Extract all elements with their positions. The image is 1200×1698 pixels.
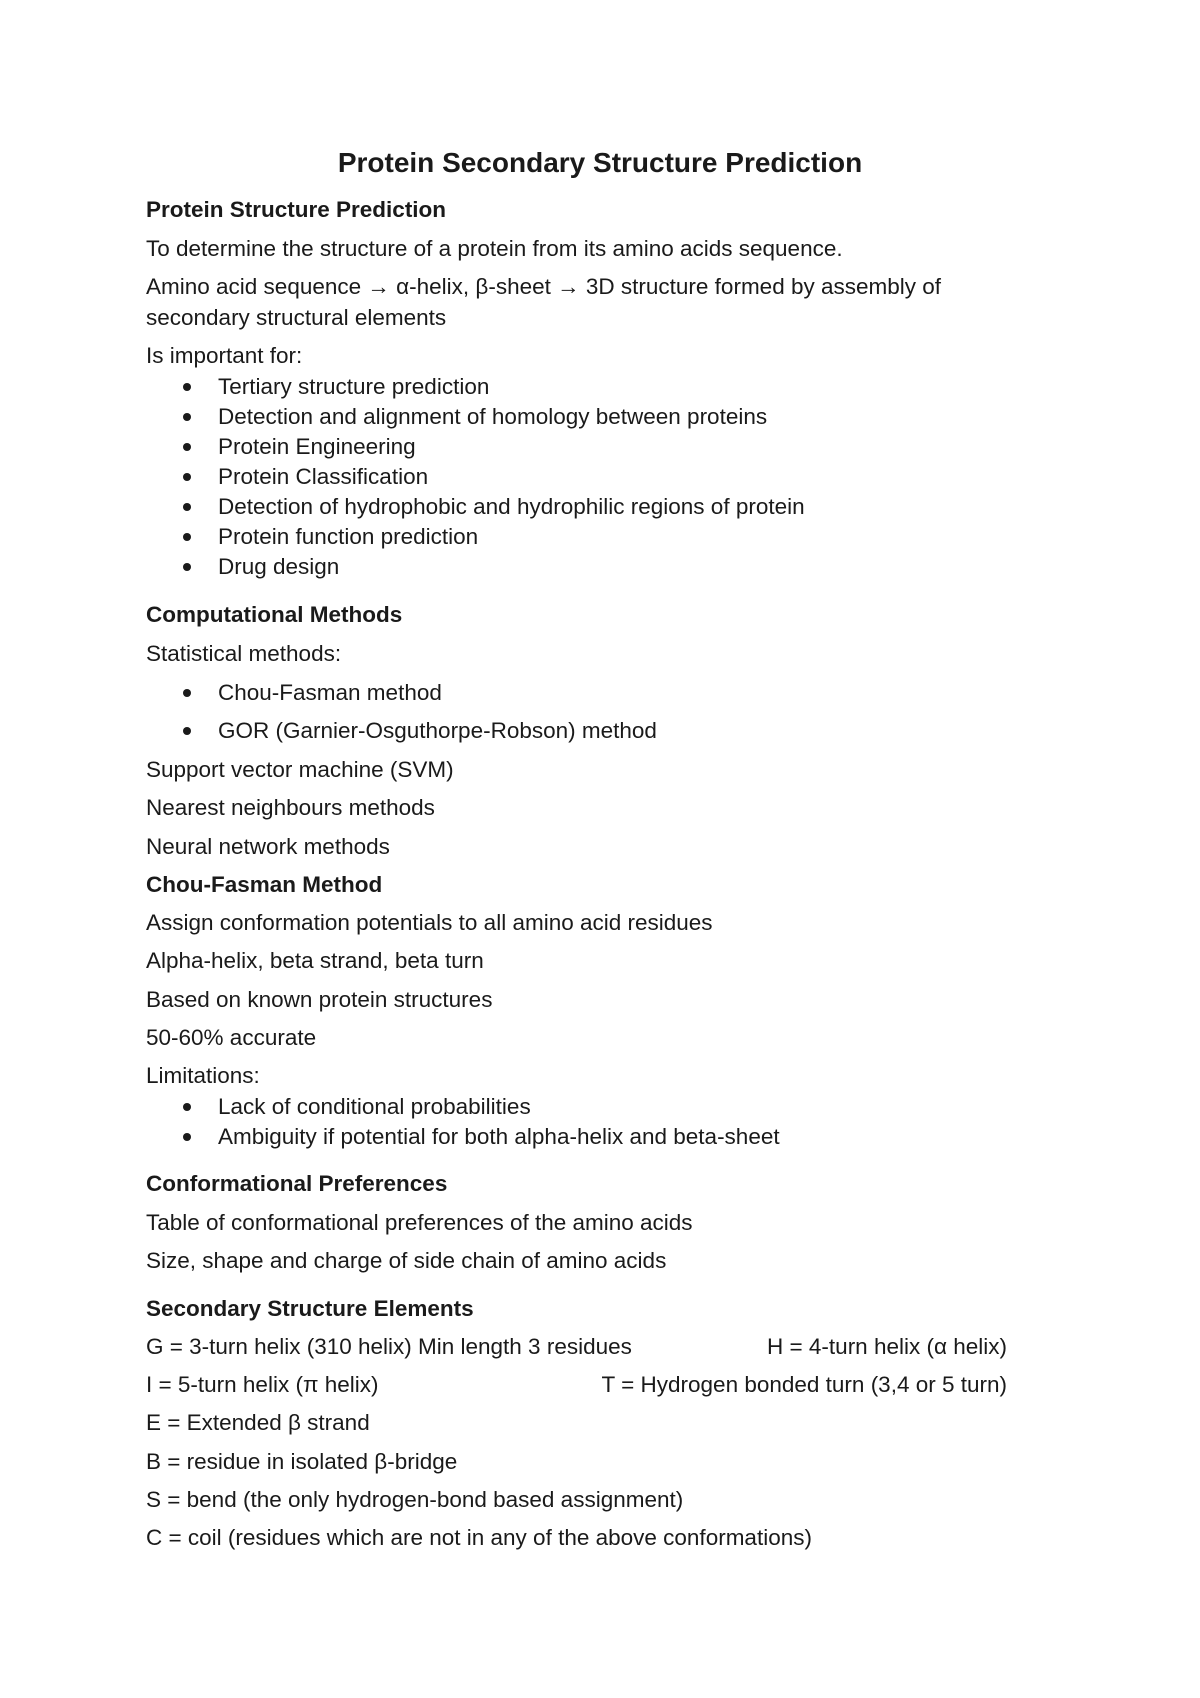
element-definition: T = Hydrogen bonded turn (3,4 or 5 turn) — [601, 1372, 1007, 1397]
list-item-text: Protein Classification — [218, 464, 429, 489]
list-item-text: Chou-Fasman method — [218, 680, 442, 705]
list-item-text: Lack of conditional probabilities — [218, 1094, 531, 1119]
paragraph-line: Amino acid sequence → α-helix, β-sheet → 3D structure formed by assembly of — [146, 274, 942, 299]
list-item-text: Protein function prediction — [218, 524, 479, 549]
section-heading-chou-fasman: Chou-Fasman Method — [146, 872, 383, 897]
element-definition: I = 5-turn helix (π helix) — [146, 1372, 379, 1397]
bullet-icon — [183, 1133, 191, 1141]
paragraph-line: 50-60% accurate — [146, 1025, 317, 1050]
bullet-icon — [183, 533, 191, 541]
list-item-text: Detection and alignment of homology between proteins — [218, 404, 768, 429]
bullet-icon — [183, 563, 191, 571]
paragraph-line: Size, shape and charge of side chain of amino acids — [146, 1248, 667, 1273]
section-heading-computational-methods: Computational Methods — [146, 602, 403, 627]
paragraph-line: Support vector machine (SVM) — [146, 757, 454, 782]
paragraph-line: Limitations: — [146, 1063, 260, 1088]
document-title: Protein Secondary Structure Prediction — [337, 147, 863, 178]
bullet-icon — [183, 689, 191, 697]
bullet-icon — [183, 503, 191, 511]
element-definition: G = 3-turn helix (310 helix) Min length 3 residues — [146, 1334, 632, 1359]
list-item-text: GOR (Garnier-Osguthorpe-Robson) method — [218, 718, 657, 743]
bullet-icon — [183, 473, 191, 481]
paragraph-line: Alpha-helix, beta strand, beta turn — [146, 948, 484, 973]
list-item-text: Ambiguity if potential for both alpha-helix and beta-sheet — [218, 1124, 780, 1149]
list-item-text: Tertiary structure prediction — [218, 374, 490, 399]
element-definition: C = coil (residues which are not in any of the above conformations) — [146, 1525, 812, 1550]
element-definition: B = residue in isolated β-bridge — [146, 1449, 458, 1474]
list-item-text: Protein Engineering — [218, 434, 416, 459]
bullet-icon — [183, 727, 191, 735]
paragraph-line: secondary structural elements — [146, 305, 447, 330]
element-definition: H = 4-turn helix (α helix) — [767, 1334, 1007, 1359]
section-heading-conformational-preferences: Conformational Preferences — [146, 1171, 448, 1196]
paragraph-line: Table of conformational preferences of the amino acids — [146, 1210, 693, 1235]
paragraph-line: Nearest neighbours methods — [146, 795, 435, 820]
paragraph-line: Based on known protein structures — [146, 987, 493, 1012]
bullet-icon — [183, 413, 191, 421]
bullet-icon — [183, 1103, 191, 1111]
bullet-icon — [183, 443, 191, 451]
list-item-text: Drug design — [218, 554, 340, 579]
section-heading-secondary-elements: Secondary Structure Elements — [146, 1296, 474, 1321]
paragraph-line: Is important for: — [146, 343, 303, 368]
section-heading-structure-prediction: Protein Structure Prediction — [146, 197, 447, 222]
list-item-text: Detection of hydrophobic and hydrophilic regions of protein — [218, 494, 805, 519]
paragraph-line: To determine the structure of a protein from its amino acids sequence. — [146, 236, 843, 261]
element-definition: E = Extended β strand — [146, 1410, 370, 1435]
paragraph-line: Neural network methods — [146, 834, 390, 859]
bullet-icon — [183, 383, 191, 391]
paragraph-line: Assign conformation potentials to all amino acid residues — [146, 910, 713, 935]
element-definition: S = bend (the only hydrogen-bond based assignment) — [146, 1487, 684, 1512]
paragraph-line: Statistical methods: — [146, 641, 342, 666]
